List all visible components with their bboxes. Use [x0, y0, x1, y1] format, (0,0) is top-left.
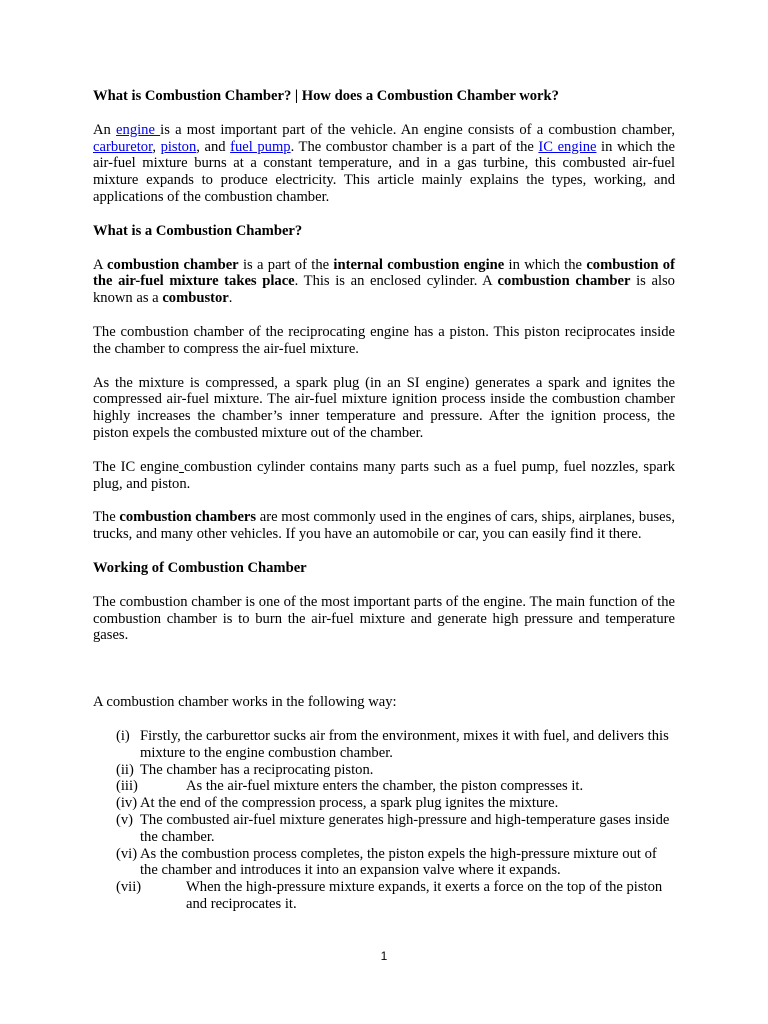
- working-paragraph: The combustion chamber is one of the most important parts of the engine. The main function of the combustion chamber is to burn the air-fuel mixture and generate high pressure and temperature gases.: [93, 593, 675, 644]
- fuel-pump-link[interactable]: fuel pump: [230, 138, 291, 155]
- steps-list: [116, 728, 675, 913]
- intro-paragraph: An engine is a most important part of the vehicle. An engine consists of a combustion chamber, carburetor, piston, and fuel pump. The combustor chamber is a part of the IC engine in which the air-fuel mixture burns at a constant temperature, and in a gas turbine, this combusted air-fuel mixture expands to produce electricity. This article mainly explains the types, working, and applications of the combustion chamber.: [93, 121, 675, 205]
- engine-link[interactable]: engine: [116, 121, 161, 138]
- parts-paragraph: The IC engine combustion cylinder contains many parts such as a fuel pump, fuel nozzles, spark plug, and piston.: [93, 458, 675, 492]
- list-item: (i) Firstly, the carburettor sucks air from the environment, mixes it with fuel, and delivers this mixture to the engine combustion chamber.: [116, 727, 669, 761]
- list-item: (vii) When the high-pressure mixture expands, it exerts a force on the top of the piston and reciprocates it.: [116, 879, 663, 912]
- document-page: [93, 88, 675, 913]
- carburetor-link[interactable]: carburetor: [93, 138, 153, 155]
- piston-link[interactable]: piston: [160, 138, 197, 155]
- section-heading-working: Working of Combustion Chamber: [93, 559, 307, 576]
- page-number: 1: [380, 949, 388, 963]
- section-heading-definition: What is a Combustion Chamber?: [93, 222, 303, 239]
- piston-paragraph: The combustion chamber of the reciprocating engine has a piston. This piston reciprocates inside the chamber to compress the air-fuel mixture.: [93, 323, 675, 357]
- list-intro: A combustion chamber works in the following way:: [93, 694, 397, 711]
- ic-engine-link[interactable]: IC engine: [538, 138, 597, 155]
- definition-paragraph: A combustion chamber is a part of the internal combustion engine in which the combustion of the air-fuel mixture takes place. This is an enclosed cylinder. A combustion chamber is also known as a combustor.: [93, 256, 675, 307]
- vehicles-paragraph: The combustion chambers are most commonly used in the engines of cars, ships, airplanes, buses, trucks, and many other vehicles. If you have an automobile or car, you can easily find it there.: [93, 509, 675, 543]
- list-item: (v) The combusted air-fuel mixture generates high-pressure and high-temperature gases inside the chamber.: [116, 811, 670, 845]
- list-item: (ii) The chamber has a reciprocating piston.: [116, 761, 374, 778]
- list-item: (vi) As the combustion process completes, the piston expels the high-pressure mixture out of the chamber and introduces it into an expansion valve where it expands.: [116, 845, 657, 879]
- spark-paragraph: As the mixture is compressed, a spark plug (in an SI engine) generates a spark and ignites the compressed air-fuel mixture. The air-fuel mixture ignition process inside the combustion chamber highly increases the chamber’s inner temperature and pressure. After the ignition process, the piston expels the combusted mixture out of the chamber.: [93, 374, 675, 441]
- list-item: (iv) At the end of the compression process, a spark plug ignites the mixture.: [116, 795, 559, 812]
- list-item: (iii) As the air-fuel mixture enters the chamber, the piston compresses it.: [116, 778, 584, 795]
- page-title: What is Combustion Chamber? | How does a Combustion Chamber work?: [93, 88, 559, 104]
